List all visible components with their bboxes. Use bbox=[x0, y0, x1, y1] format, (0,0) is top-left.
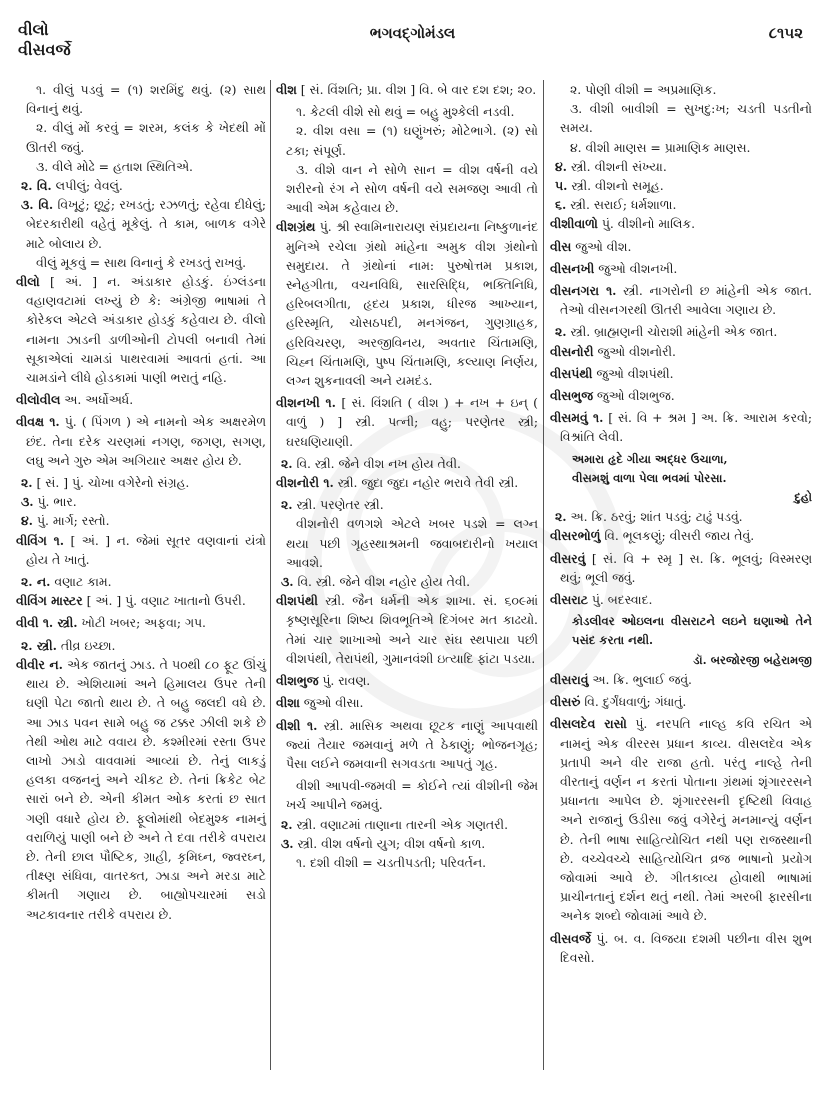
dictionary-entry bbox=[550, 237, 812, 256]
sense-item bbox=[16, 176, 266, 195]
headword: વીસરાવું bbox=[550, 671, 589, 687]
definition-text: ૧. દશી વીશી = ચડતીપડતી; પરિવર્તન. bbox=[296, 854, 487, 870]
headword: વીશીવાળો bbox=[550, 216, 598, 232]
sense-item bbox=[550, 80, 812, 99]
definition-text: જુઓ વીસા. bbox=[299, 695, 364, 711]
definition-text: [ અં. ] પું. વણાટ ખાતાનો ઉપરી. bbox=[82, 593, 246, 609]
headword: વીસરું bbox=[550, 694, 581, 710]
sense-item bbox=[276, 121, 538, 159]
dictionary-entry bbox=[16, 531, 266, 569]
definition-text: પું. બ. વ. વિજયા દશમી પછીના વીસ શુભ દિવસો. bbox=[560, 930, 812, 965]
headword: વીસરભોળું bbox=[550, 528, 601, 544]
definition-text: સ્ત્રી. જૈન ધર્મની એક શાખા. સં. ૬૦૯માં કૃષ્ણસૂરિના શિષ્ય શિવભૂતિએ દિગંબર મત કાઢયો. તેમાં ચાર શાખાઓ અને ચાર સંઘ સ્થપાયા પછી વીશપંથી, તેરાપંથી, ગુમાનવંશી ઇત્યાદિ ફાંટા પડયા. bbox=[286, 593, 538, 666]
dictionary-entry bbox=[16, 655, 266, 924]
definition-text: સ્ત્રી. માસિક અથવા છૂટક નાણું આપવાથી જ્યાં તૈયાર જમવાનું મળે તે ઠેકાણું; ભોજનગૃહ; પૈસા લઈને જમવાની સગવડતા આપતું ગૃહ. bbox=[286, 717, 539, 771]
dictionary-entry bbox=[550, 281, 812, 319]
headword: વીશનખી ૧. bbox=[276, 395, 336, 411]
headword: ૩. bbox=[281, 835, 294, 851]
headword: વીલોવીલ bbox=[16, 392, 61, 408]
headword: ૩. વિ. bbox=[21, 197, 54, 213]
definition-text: વિ. દુર્ગંધવાળું; ગંધાતું. bbox=[580, 694, 687, 710]
dictionary-entry bbox=[276, 80, 538, 99]
sense-item bbox=[550, 99, 812, 137]
definition-text: સ્ત્રી. વણાટમાં તાણાના તારની એક ગણતરી. bbox=[292, 816, 509, 832]
definition-text: વીસમશું વાળા પેલા ભવમાં પોરસા. bbox=[572, 470, 727, 485]
sense-item bbox=[276, 160, 538, 218]
definition-text: [ સં. વિંશતિ ( વીશ ) + નખ + ઇન્ ( વાળું ) ] સ્ત્રી. પત્ની; વહુ; પરણેતર સ્ત્રી; ઘરધણિયાણી. bbox=[286, 395, 538, 449]
headword: વીવક્ષ ૧. bbox=[16, 414, 60, 430]
definition-text: જુઓ વીશનખી. bbox=[594, 260, 678, 276]
definition-text: વણાટ કામ. bbox=[50, 574, 112, 590]
headword: વીશનોરી ૧. bbox=[276, 475, 334, 491]
definition-text: પું. બદસ્વાદ. bbox=[587, 592, 653, 608]
headword: વીશા bbox=[276, 695, 300, 711]
dictionary-entry bbox=[550, 692, 812, 711]
definition-text: અ. ક્રિ. ભુલાઈ જવું. bbox=[588, 671, 692, 687]
dictionary-entry bbox=[16, 613, 266, 632]
definition-text: સ્ત્રી. જુદા જુદા નહોર ભરાવે તેવી સ્ત્રી. bbox=[333, 475, 519, 491]
sense-item bbox=[16, 157, 266, 176]
headword: વીસપંથી bbox=[550, 365, 593, 381]
headword: ૩. bbox=[21, 494, 34, 510]
definition-text: કોડલીવર ઓઇલના વીસરાટને લઇને ઘણાઓ તેને પસંદ કરતા નથી. bbox=[572, 614, 812, 648]
headword: વીસરાટ bbox=[550, 592, 588, 608]
column-divider bbox=[270, 80, 271, 1070]
definition-text: જુઓ વીશભુજ. bbox=[592, 388, 675, 404]
column-left bbox=[16, 80, 266, 927]
headword: ૩. bbox=[281, 574, 294, 590]
sense-item bbox=[550, 176, 812, 195]
definition-text: એક જાતનું ઝાડ. તે ૫૦થી ૮૦ ફૂટ ઊંચું થાય છે. એશિયામાં અને હિમાલય ઉપર તેની ઘણી પેટા જાતો થાય છે. તે બહુ જલદી વધે છે. આ ઝાડ પવન સામે બહુ જ ટક્કર ઝીલી શકે છે તેથી ઓથ માટે વવાય છે. કશ્મીરમાં રસ્તા ઉપર લાખો ઝાડો વાવવામાં આવ્યાં છે. તેનું લાકડું હલકા વજનનું અને ચીકટ છે. તેનાં ક્રિકેટ બેટ સારાં બને છે. એની કીમત ઓક કરતાં છ સાત ગણી વધારે હોય છે. ફૂલોમાંથી બેદમુશ્ક નામનું વરાળિયું પાણી બને છે અને તે દવા તરીકે વપરાય છે. તેની છાલ પૌષ્ટિક, ગ્રાહી, કૃમિઘ્ન, જ્વરઘ્ન, તીક્ષ્ણ સંધિવા, વાતરક્ત, ઝાડા અને મરડા માટે કીમતી ગણાય છે. બાહ્યોપચારમાં સડો અટકાવનાર તરીકે વપરાય છે. bbox=[26, 656, 266, 922]
definition-text: અમારા હૃદે ગીયા અદ્ધર ઉચાળા, bbox=[572, 451, 728, 466]
definition-text: [ અં. ] ન. જેમાં સૂતર વણવાનાં યંત્રો હોય તે ખાતું. bbox=[26, 532, 266, 567]
headword: વીસનોરી bbox=[550, 343, 594, 359]
definition-text: વીશનોરી વળગશે એટલે ખબર પડશે = લગ્ન થયા પછી ગૃહસ્થાશ્રમની જવાબદારીનો ખયાલ આવશે. bbox=[286, 516, 538, 570]
headword: વીસલદેવ રાસો bbox=[550, 716, 627, 732]
definition-text: પું. માર્ગ; રસ્તો. bbox=[33, 513, 110, 529]
definition-text: પું. નરપતિ નાલ્હ કવિ રચિત એ નામનું એક વીરરસ પ્રધાન કાવ્ય. વીસલદેવ એક પ્રતાપી અને વીર રાજા હતો. પરંતુ નાલ્હે તેની વીરતાનું વર્ણન ન કરતાં પોતાના ગ્રંથમાં શૃંગારરસને પ્રધાનતા આપેલ છે. શૃંગારરસની દૃષ્ટિથી વિવાહ અને રાજાનું ઉડીસા જવું વગેરેનું મનમાન્યું વર્ણન છે. તેની ભાષા સાહિત્યોચિત નથી પણ રાજસ્થાની છે. વચ્ચેવચ્ચે સાહિત્યોચિત વ્રજ ભાષાનો પ્રયોગ જોવામાં આવે છે. ગીતકાવ્ય હોવાથી ભાષામાં પ્રાચીનતાનું દર્શન થતું નથી. તેમાં અરબી ફારસીના અનેક શબ્દો જોવામાં આવે છે. bbox=[560, 716, 813, 924]
sense-item bbox=[550, 138, 812, 157]
quotation bbox=[550, 469, 812, 488]
sense-item bbox=[16, 118, 266, 156]
definition-text: ૧. વીલું પડવું = (૧) શરમિંદુ થવું. (૨) સાથ વિનાનું થવું. bbox=[26, 82, 266, 117]
headword: વીસભુજ bbox=[550, 388, 593, 404]
headword: ૨. bbox=[555, 509, 567, 525]
headword: વીશ bbox=[276, 82, 297, 97]
definition-text: સ્ત્રી. પરણેતર સ્ત્રી. bbox=[292, 497, 384, 513]
definition-text: જુઓ વીશપંથી. bbox=[592, 365, 674, 381]
dictionary-entry bbox=[16, 591, 266, 610]
definition-text: ૨. વીશ વસા = (૧) ઘણુંખરું; મોટેભાગે. (૨) સો ટકા; સંપૂર્ણ. bbox=[286, 123, 538, 158]
sense-item bbox=[550, 507, 812, 526]
headword: ૨. સ્ત્રી. bbox=[21, 637, 57, 653]
sense-item bbox=[16, 253, 266, 272]
headword: વીશી ૧. bbox=[276, 717, 318, 733]
definition-text: વિ. ભૂલકણું; વીસરી જાય તેવું. bbox=[600, 528, 755, 544]
headword: વીસરવું bbox=[550, 550, 586, 566]
dictionary-entry bbox=[550, 386, 812, 405]
headword: ૨. ન. bbox=[21, 574, 51, 590]
definition-text: ૩. વીશે વાન ને સોળે સાન = વીશ વર્ષની વયે શરીરનો રંગ ને સોળ વર્ષની વયે સમજણ આવી તો આવી એમ કહેવાય છે. bbox=[286, 161, 538, 216]
guide-word-last: વીસવર્જે bbox=[18, 40, 71, 59]
sense-item bbox=[16, 80, 266, 118]
sense-item bbox=[16, 636, 266, 655]
dictionary-entry bbox=[550, 342, 812, 361]
sense-item bbox=[16, 492, 266, 511]
dictionary-entry bbox=[16, 390, 266, 409]
headword: ૬. bbox=[555, 197, 567, 213]
dictionary-title: ભગવદ્ગોમંડલ bbox=[369, 24, 456, 42]
definition-text: વિખૂટું; છૂટું; રખડતું; રઝળતું; રહેવા દીધેલું; બેદરકારીથી વહેતું મૂકેલું. તે કામ, બાળક વગેરે માટે બોલાય છે. bbox=[26, 197, 267, 251]
sense-item bbox=[550, 157, 812, 176]
definition-text: વિ. સ્ત્રી. જેને વીશ નખ હોય તેવી. bbox=[292, 455, 461, 471]
dictionary-entry bbox=[276, 217, 538, 390]
headword: વીવિંગ માસ્ટર bbox=[16, 593, 83, 609]
dictionary-entry bbox=[550, 590, 812, 609]
headword: ૨. વિ. bbox=[21, 178, 52, 194]
definition-text: સ્ત્રી. વીશનો સમૂહ. bbox=[567, 178, 664, 194]
dictionary-entry bbox=[276, 671, 538, 690]
definition-text: વીલું મૂકવું = સાથ વિનાનું કે રખડતું રાખવું. bbox=[36, 254, 247, 270]
definition-text: અ. અર્ધોઅર્ધ. bbox=[60, 392, 134, 408]
citation-source bbox=[550, 488, 812, 507]
sense-item bbox=[276, 834, 538, 853]
headword: વીલો bbox=[16, 274, 40, 290]
headword: ૨. bbox=[281, 816, 293, 832]
definition-text: સ્ત્રી. વીશની સંખ્યા. bbox=[567, 158, 667, 174]
dictionary-entry bbox=[550, 714, 812, 925]
sense-item bbox=[550, 322, 812, 341]
dictionary-entry bbox=[276, 693, 538, 712]
sense-item bbox=[16, 572, 266, 591]
definition-text: ૨. પોણી વીશી = અપ્રમાણિક. bbox=[570, 82, 717, 97]
definition-text: વીશી આપવી-જમવી = કોઈને ત્યાં વીશીની જેમ ખર્ચ આપીને જમવું. bbox=[286, 778, 538, 813]
definition-text: દુહો bbox=[794, 490, 812, 505]
column-middle bbox=[276, 80, 538, 872]
definition-text: સ્ત્રી. નાગરોની છ માંહેની એક જાત. તેઓ વીસનગરથી ઊતરી આવેલા ગણાય છે. bbox=[560, 283, 812, 318]
headword: વીવીર ન. bbox=[16, 656, 63, 672]
sense-item bbox=[276, 454, 538, 473]
dictionary-entry bbox=[550, 214, 812, 233]
sense-item bbox=[16, 473, 266, 492]
definition-text: પું. ભાર. bbox=[33, 494, 77, 510]
headword: વીશભુજ bbox=[276, 673, 319, 689]
definition-text: લપીલું; વેવલું. bbox=[51, 178, 123, 194]
definition-text: ૩. વીલે મોઢે = હતાશ સ્થિતિએ. bbox=[36, 158, 193, 174]
dictionary-entry bbox=[276, 393, 538, 451]
definition-text: ૨. વીલું મોં કરવું = શરમ, કલંક કે ખેદથી મોં ઊતરી જવું. bbox=[26, 120, 266, 155]
headword: ૨. bbox=[555, 324, 567, 340]
dictionary-entry bbox=[550, 259, 812, 278]
dictionary-entry bbox=[276, 591, 538, 668]
column-divider bbox=[543, 80, 544, 1070]
sense-item bbox=[276, 102, 538, 121]
definition-text: [ અં. ] ન. અંડાકાર હોડકું. ઇંગ્લંડના વહાણવટામાં લખ્યું છે કે: અંગ્રેજી ભાષામાં તે કોરેકલ એટલે અંડાકાર હોડકું કહેવાય છે. વીલો નામના ઝાડની ડાળીઓની ટોપલી બનાવી તેમાં સૂકાએલાં ચામડાં પાથરવામાં આવતાં હતાં. આ ચામડાંને લીધે હોડકામાં પાણી ભરાતું નહિ. bbox=[26, 274, 266, 386]
definition-text: જુઓ વીશનોરી. bbox=[593, 343, 676, 359]
headword: વીવિંગ ૧. bbox=[16, 532, 65, 548]
headword: વીશપંથી bbox=[276, 593, 318, 609]
headword: ૫. bbox=[555, 178, 568, 194]
dictionary-entry bbox=[550, 670, 812, 689]
definition-text: ડૉ. બરજોરજી બહેરામજી bbox=[693, 652, 812, 667]
definition-text: પું. ( પિંગળ ) એ નામનો એક અક્ષરમેળ છંદ. તેના દરેક ચરણમાં નગણ, જગણ, સગણ, લઘુ અને ગુરુ એમ અગિયાર અક્ષર હોય છે. bbox=[26, 414, 266, 468]
dictionary-entry bbox=[550, 526, 812, 545]
headword: ૨. bbox=[21, 475, 33, 491]
definition-text: પું. વીશીનો માલિક. bbox=[597, 216, 696, 232]
dictionary-entry bbox=[16, 272, 266, 387]
definition-text: જુઓ વીશ. bbox=[571, 238, 632, 254]
definition-text: સ્ત્રી. સરાઈ; ધર્મશાળા. bbox=[566, 197, 677, 213]
headword: વીસમવું ૧. bbox=[550, 410, 604, 426]
sense-item bbox=[276, 815, 538, 834]
page-number: ૮૧૫૨ bbox=[768, 24, 803, 42]
quotation bbox=[550, 450, 812, 469]
headword: ૪. bbox=[555, 158, 567, 174]
sense-item bbox=[276, 495, 538, 514]
definition-text: વિ. સ્ત્રી. જેને વીશ નહોર હોય તેવી. bbox=[293, 574, 471, 590]
headword: ૨. bbox=[281, 455, 293, 471]
headword: ૪. bbox=[21, 513, 33, 529]
sense-item bbox=[16, 195, 266, 253]
definition-text: [ સં. વિ + શ્રમ ] અ. ક્રિ. આરામ કરવો; વિશ્રાંતિ લેવી. bbox=[560, 410, 812, 445]
dictionary-entry bbox=[550, 549, 812, 587]
sense-item bbox=[276, 776, 538, 814]
definition-text: ખોટી ખબર; અફવા; ગપ. bbox=[77, 615, 206, 631]
definition-text: ૧. કેટલી વીશે સો થવું = બહુ મુશ્કેલી નડવી. bbox=[296, 104, 515, 120]
definition-text: ૪. વીશી માણસ = પ્રામાણિક માણસ. bbox=[570, 139, 751, 155]
dictionary-entry bbox=[16, 412, 266, 470]
headword: ૨. bbox=[281, 497, 293, 513]
definition-text: ૩. વીશી બાવીશી = સુખદુ:ખ; ચડતી પડતીનો સમય. bbox=[560, 101, 812, 136]
sense-item bbox=[16, 511, 266, 530]
definition-text: પું. શ્રી સ્વામિનારાયણ સંપ્રદાયના નિષ્કુળાનંદ મુનિએ રચેલા ગ્રંથો માંહેના અમુક વીશ ગ્રંથોનો સમુદાય. તે ગ્રંથોનાં નામ: પુરુષોત્તમ પ્રકાશ, સ્નેહગીતા, વચનવિધિ, સારસિદ્ધિ, ભક્તિનિધિ, હરિબલગીતા, હૃદય પ્રકાશ, ધીરજ આખ્યાન, હરિસ્મૃતિ, ચોસઠપદી, મનગંજન, ગુણગ્રાહક, હરિવિચરણ, અરજીવિનય, અવતાર ચિંતામણિ, ચિહ્ન ચિંતામણિ, પુષ્પ ચિંતામણિ, કલ્યાણ નિર્ણય, લગ્ન શુકનાવલી અને યમદંડ. bbox=[286, 219, 538, 389]
headword: વીસવર્જે bbox=[550, 930, 591, 946]
sense-item bbox=[276, 572, 538, 591]
column-right bbox=[550, 80, 812, 970]
definition-text: સ્ત્રી. વીશ વર્ષનો યુગ; વીશ વર્ષનો કાળ. bbox=[293, 835, 486, 851]
definition-text: તીવ્ર ઇચ્છા. bbox=[56, 637, 116, 653]
dictionary-entry bbox=[550, 929, 812, 967]
sense-item bbox=[276, 853, 538, 872]
headword: વીશગ્રંથ bbox=[276, 219, 316, 235]
dictionary-entry bbox=[550, 364, 812, 383]
dictionary-entry bbox=[276, 473, 538, 492]
citation-source bbox=[550, 651, 812, 670]
definition-text: [ સં. વિંશતિ; પ્રા. વીશ ] વિ. બે વાર દશ દશ; ૨૦. bbox=[296, 82, 537, 97]
headword: વીવી ૧. સ્ત્રી. bbox=[16, 615, 78, 631]
dictionary-entry bbox=[550, 408, 812, 446]
sense-item bbox=[276, 514, 538, 572]
headword: વીસનગરા ૧. bbox=[550, 283, 617, 299]
definition-text: [ સં. ] પું. ચોખા વગેરેનો સંગ્રહ. bbox=[32, 475, 190, 491]
quotation bbox=[550, 612, 812, 650]
sense-item bbox=[550, 195, 812, 214]
definition-text: અ. ક્રિ. ઠરવું; શાંત પડવું; ટાઢું પડવું. bbox=[566, 509, 743, 525]
guide-word-first: વીલો bbox=[18, 20, 49, 39]
definition-text: પું. રાવણ. bbox=[318, 673, 371, 689]
definition-text: સ્ત્રી. બ્રાહ્મણની ચોરાશી માંહેની એક જાત. bbox=[566, 324, 778, 340]
headword: વીસ bbox=[550, 238, 572, 254]
dictionary-entry bbox=[276, 716, 538, 774]
headword: વીસનખી bbox=[550, 260, 595, 276]
definition-text: [ સં. વિ + સ્મૃ ] સ. ક્રિ. ભૂલવું; વિસ્મરણ થવું; ભૂલી જવું. bbox=[560, 550, 812, 585]
